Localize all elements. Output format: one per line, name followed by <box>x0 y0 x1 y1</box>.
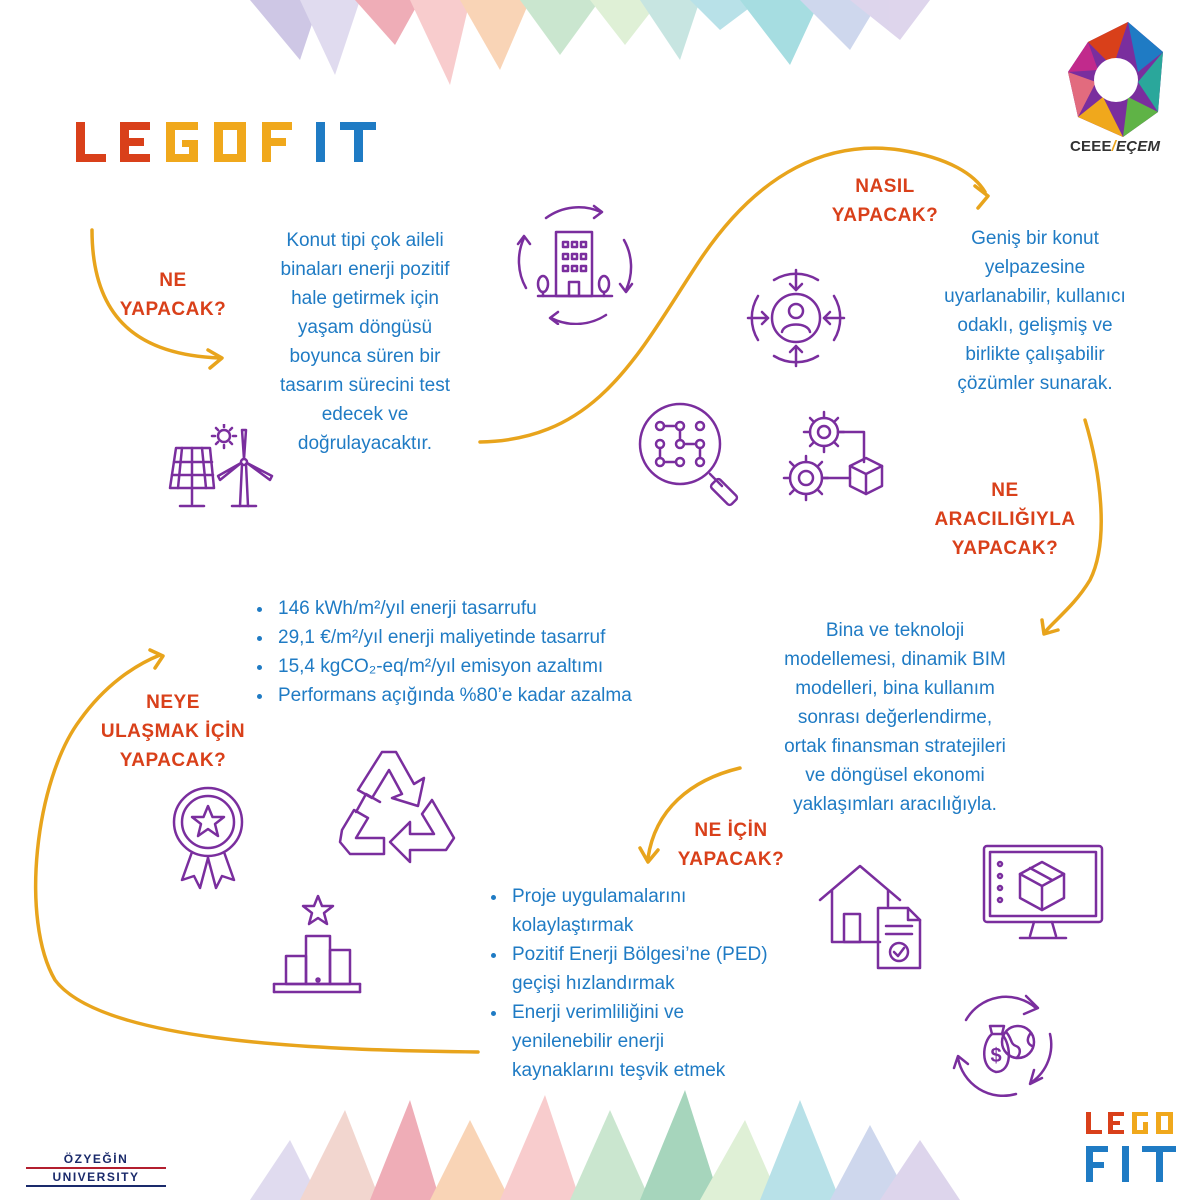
legofit-logo <box>76 122 396 170</box>
list-item: • 15,4 kgCO₂-eq/m²/yıl emisyon azaltımı <box>274 652 714 681</box>
monitor-cube-icon <box>980 842 1106 944</box>
body-line: yaklaşımları aracılığıyla. <box>793 794 997 815</box>
list-line: • Pozitif Enerji Bölgesi’ne (PED) <box>512 944 768 965</box>
body-line: binaları enerji pozitif <box>280 259 450 280</box>
heading-line: YAPACAK? <box>951 538 1059 559</box>
list-item <box>508 882 838 940</box>
body-line: tasarım sürecini test <box>280 375 450 396</box>
recycle-icon <box>334 746 464 864</box>
neye-ulasmak-heading <box>88 688 258 775</box>
heading-line: ULAŞMAK İÇİN <box>100 721 246 742</box>
list-line: kaynaklarını teşvik etmek <box>512 1060 726 1081</box>
money-globe-cycle-icon <box>946 986 1062 1098</box>
house-document-icon <box>816 860 926 970</box>
ozyegin-text: ÖZYEĞİN <box>63 1152 129 1166</box>
body-line: yaşam döngüsü <box>297 317 433 338</box>
body-line: Bina ve teknoloji <box>825 620 965 641</box>
ozyegin-university-logo <box>26 1152 166 1188</box>
body-line: ortak finansman stratejileri <box>784 736 1006 757</box>
list-line: • Proje uygulamalarını <box>512 886 687 907</box>
neye-ulasmak-list <box>252 594 714 710</box>
body-line: Konut tipi çok aileli <box>286 230 444 251</box>
list-item <box>508 998 838 1085</box>
building-cycle-icon <box>516 200 636 325</box>
heading-line: YAPACAK? <box>119 299 227 320</box>
body-line: Geniş bir konut <box>971 228 1099 249</box>
heading-line: NE <box>991 480 1019 501</box>
nasil-yapacak-heading <box>830 172 940 230</box>
ne-icin-heading <box>666 816 796 874</box>
body-line: edecek ve <box>321 404 409 425</box>
podium-star-icon <box>272 892 362 998</box>
heading-line: NE İÇİN <box>694 820 768 841</box>
solar-wind-icon <box>166 424 276 510</box>
list-item: • 29,1 €/m²/yıl enerji maliyetinde tasarruf <box>274 623 714 652</box>
body-line: uyarlanabilir, kullanıcı <box>944 286 1126 307</box>
ceee-text: CEEE <box>1070 138 1112 155</box>
heading-line: ARACILIĞIYLA <box>934 509 1076 530</box>
body-line: yelpazesine <box>984 257 1086 278</box>
ne-araciligiyla-heading <box>920 476 1090 563</box>
data-search-icon <box>636 400 748 510</box>
legofit-small-logo <box>1086 1112 1178 1184</box>
ceee-ecem-label <box>1070 138 1160 155</box>
heading-line: YAPACAK? <box>119 750 227 771</box>
body-line: sonrası değerlendirme, <box>797 707 993 728</box>
list-item: • Performans açığında %80’e kadar azalma <box>274 681 714 710</box>
university-text: UNIVERSITY <box>52 1170 140 1184</box>
body-line: odaklı, gelişmiş ve <box>957 315 1113 336</box>
heading-line: NASIL <box>855 176 915 197</box>
body-line: çözümler sunarak. <box>957 373 1113 394</box>
list-line: kolaylaştırmak <box>512 915 634 936</box>
body-line: boyunca süren bir <box>289 346 441 367</box>
gears-cube-icon <box>780 408 890 508</box>
heading-line: YAPACAK? <box>677 849 785 870</box>
divider <box>26 1185 166 1187</box>
ecem-text: EÇEM <box>1116 138 1161 155</box>
ceee-slash: / <box>1111 138 1117 155</box>
nasil-yapacak-body <box>910 224 1160 398</box>
user-cycle-icon <box>744 266 848 370</box>
ne-yapacak-body <box>248 226 482 458</box>
heading-line: YAPACAK? <box>831 205 939 226</box>
body-line: ve döngüsel ekonomi <box>805 765 985 786</box>
ne-yapacak-heading <box>108 266 238 324</box>
list-line: • Enerji verimliliğini ve <box>512 1002 685 1023</box>
list-item: • 146 kWh/m²/yıl enerji tasarrufu <box>274 594 714 623</box>
heading-line: NEYE <box>146 692 200 713</box>
medal-icon <box>168 784 250 894</box>
ne-icin-list <box>486 882 838 1085</box>
list-item <box>508 940 838 998</box>
body-line: modellemesi, dinamik BIM <box>784 649 1006 670</box>
svg-text:$: $ <box>990 1045 1002 1067</box>
heading-line: NE <box>159 270 187 291</box>
body-line: doğrulayacaktır. <box>297 433 433 454</box>
body-line: hale getirmek için <box>291 288 439 309</box>
body-line: birlikte çalışabilir <box>965 344 1105 365</box>
list-line: yenilenebilir enerji <box>512 1031 665 1052</box>
body-line: modelleri, bina kullanım <box>795 678 995 699</box>
list-line: geçişi hızlandırmak <box>512 973 675 994</box>
ne-araciligiyla-body <box>750 616 1040 819</box>
divider <box>26 1167 166 1169</box>
